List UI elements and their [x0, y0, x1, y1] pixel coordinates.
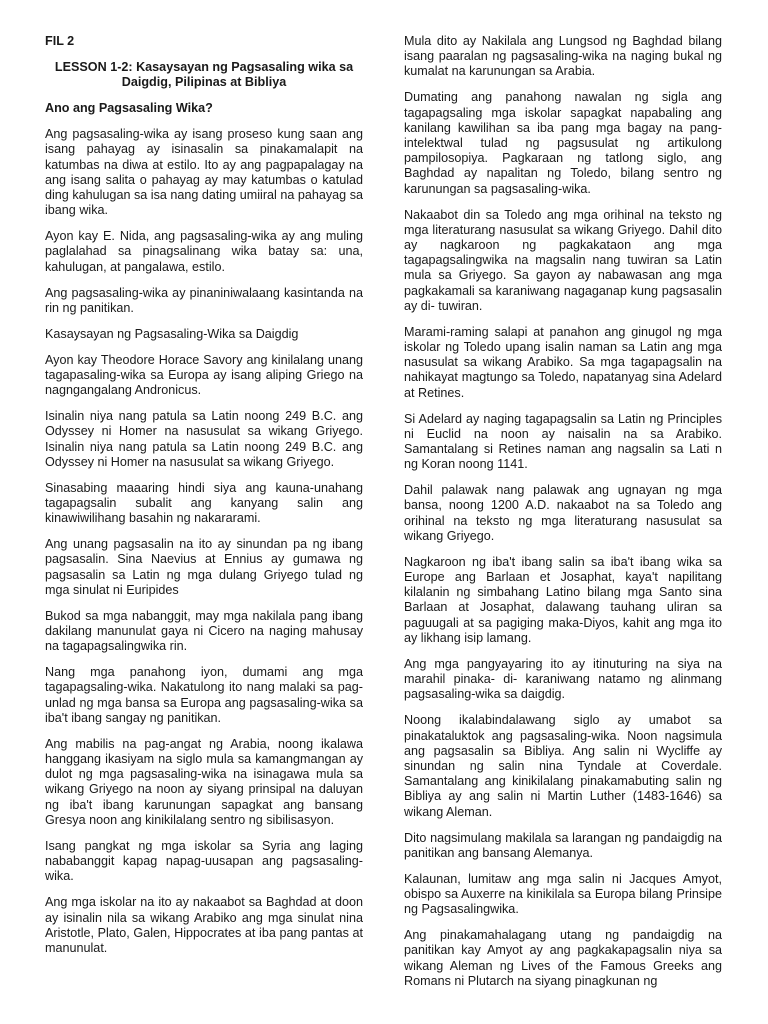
paragraph: Sinasabing maaaring hindi siya ang kauna-unahang tagapagsalin subalit ang kanyang salin ang kinawiwilihang basahin ng nakararami. — [45, 480, 363, 526]
paragraph: Ang pagsasaling-wika ay pinaniniwalaang kasintanda na rin ng panitikan. — [45, 285, 363, 315]
right-column — [404, 34, 722, 1000]
paragraph: Noong ikalabindalawang siglo ay umabot sa pinakataluktok ang pagsasaling-wika. Noon nagsimula ang pagsasalin sa Bibliya. Ang salin ni Wycliffe ay sinundan ng salin nina Tyndale at Coverdale. Samantalang ang kinikilalang pinakamabuting salin ng Bibliya ay ang salin ni Martin Luther (1483-1646) sa wikang Aleman. — [404, 713, 722, 819]
paragraph: Nagkaroon ng iba't ibang salin sa iba't ibang wika sa Europe ang Barlaan et Josaphat, kaya't napilitang kilalanin ng simbahang Latino bilang mga Santo sina Barlaan at Josaphat, dalawang tauhang uliran sa paguugali at sa pagiging maka-Diyos, kahit ang mga ito ay likhang isip lamang. — [404, 554, 722, 645]
paragraph: Bukod sa mga nabanggit, may mga nakilala pang ibang dakilang manunulat gaya ni Cicero na naging mahusay na tagapagsalingwika rin. — [45, 608, 363, 654]
paragraph: Ang mga iskolar na ito ay nakaabot sa Baghdad at doon ay isinalin nila sa wikang Arabiko ang mga sinulat nina Aristotle, Plato, Galen, Hippocrates at iba pang pantas at manunulat. — [45, 895, 363, 955]
paragraph: Ang unang pagsasalin na ito ay sinundan pa ng ibang pagsasalin. Sina Naevius at Ennius ay gumawa ng pagsasalin sa Latin ng mga dulang Griyego tulad ng mga sinulat ni Euripides — [45, 537, 363, 597]
paragraph: Dumating ang panahong nawalan ng sigla ang tagapagsaling mga iskolar sapagkat napabaling ang kanilang kawilihan sa iba pang mga bagay na pang- intelektwal tulad ng pagsusulat ng artikulong pampilosopiya. Pagkaraan ng tatlong siglo, ang Baghdad ay napalitan ng Toledo, bilang sentro ng karunungan sa pagsasaling-wika. — [404, 90, 722, 196]
paragraph: Nang mga panahong iyon, dumami ang mga tagapagsaling-wika. Nakatulong ito nang malaki sa pag-unlad ng mga bansa sa Europa ang pagsasaling-wika sa iba't ibang sangay ng panitikan. — [45, 665, 363, 725]
section-heading: Kasaysayan ng Pagsasaling-Wika sa Daigdig — [45, 326, 299, 341]
paragraph: Ang mga pangyayaring ito ay itinuturing na siya na marahil pinaka- di- karaniwang natamo ng alinmang pagsasaling-wika sa daigdig. — [404, 656, 722, 702]
paragraph: Kalaunan, lumitaw ang mga salin ni Jacques Amyot, obispo sa Auxerre na kinikilala sa Europa bilang Prinsipe ng Pagsasalingwika. — [404, 871, 722, 917]
paragraph: Dahil palawak nang palawak ang ugnayan ng mga bansa, noong 1200 A.D. nakaabot na sa Toledo ang orihinal na teksto ng mga literaturang nasusulat sa wikang Griyego. — [404, 483, 722, 543]
paragraph: Isang pangkat ng mga iskolar sa Syria ang laging nababanggit kapag napag-uusapan ang pagsasaling-wika. — [45, 838, 363, 884]
paragraph: Mula dito ay Nakilala ang Lungsod ng Baghdad bilang isang paaralan ng pagsasaling-wika na naging bukal ng kumalat na karunungan sa Arabia. — [404, 34, 722, 79]
course-code: FIL 2 — [45, 34, 75, 48]
paragraph: Ang pinakamahalagang utang ng pandaigdig na panitikan kay Amyot ay ang pagkakapagsalin niya sa wikang Aleman ng Lives of the Famous Greeks ang Romans ni Plutarch na siyang pinagkunan ng — [404, 928, 722, 988]
paragraph: Ayon kay E. Nida, ang pagsasaling-wika ay ang muling paglalahad sa pinagsalinang wika batay sa: una, kahulugan, at pangalawa, estilo. — [45, 229, 363, 274]
lesson-title: LESSON 1-2: Kasaysayan ng Pagsasaling wika sa Daigdig, Pilipinas at Bibliya — [54, 60, 354, 90]
paragraph: Ang pagsasaling-wika ay isang proseso kung saan ang isang pahayag ay isinasalin sa pinakamalapit na katumbas na diwa at estilo. Ito ay ang pagpapalagay na ang isang salita o pahayag ay may katumbas o katulad ding kahulugan sa isa nang dating umiiral na pahayag sa ibang wika. — [45, 127, 363, 218]
paragraph: Ayon kay Theodore Horace Savory ang kinilalang unang tagapasaling-wika sa Europa ay isang aliping Griego na nagngangalang Andronicus. — [45, 352, 363, 398]
paragraph: Nakaabot din sa Toledo ang mga orihinal na teksto ng mga literaturang nasusulat sa wikang Griyego. Dahil dito ay nagkaroon ng pagkakataon ang mga tagapagsalingwika na magsalin nang tuwiran sa Latin mula sa Griyego. Sa gayon ay nabawasan ang mga pagkakamali sa karaniwang nagaganap kung pagsasalin ay di- tuwiran. — [404, 207, 722, 313]
paragraph: Ang mabilis na pag-angat ng Arabia, noong ikalawa hanggang ikasiyam na siglo mula sa kamangmangan ay dulot ng mga pagsasaling-wika na isinagawa mula sa wikang Griyego na noon ay siyang prinsipal na daluyan ng iba't ibang karunungan sapagkat ang bansang Gresya noon ang kinikilalang sentro ng sibilisasyon. — [45, 736, 363, 827]
paragraph: Marami-raming salapi at panahon ang ginugol ng mga iskolar ng Toledo upang isalin naman sa Latin ang mga nasusulat sa wikang Arabiko. Sa mga tagapagsalin na nahikayat magtungo sa Toledo, napatanyag sina Adelard at Retines. — [404, 324, 722, 400]
section-question: Ano ang Pagsasaling Wika? — [45, 101, 213, 116]
paragraph: Dito nagsimulang makilala sa larangan ng pandaigdig na panitikan ang bansang Alemanya. — [404, 830, 722, 860]
left-column — [45, 34, 363, 967]
paragraph: Si Adelard ay naging tagapagsalin sa Latin ng Principles ni Euclid na noon ay naisalin na sa Arabiko. Samantalang si Retines naman ang nagsalin sa Lati n ng Koran noong 1141. — [404, 411, 722, 472]
paragraph: Isinalin niya nang patula sa Latin noong 249 B.C. ang Odyssey ni Homer na nasusulat sa wikang Griyego. Isinalin niya nang patula sa Latin noong 249 B.C. ang Odyssey ni Homer na nasusulat sa wikang Griyego. — [45, 409, 363, 469]
